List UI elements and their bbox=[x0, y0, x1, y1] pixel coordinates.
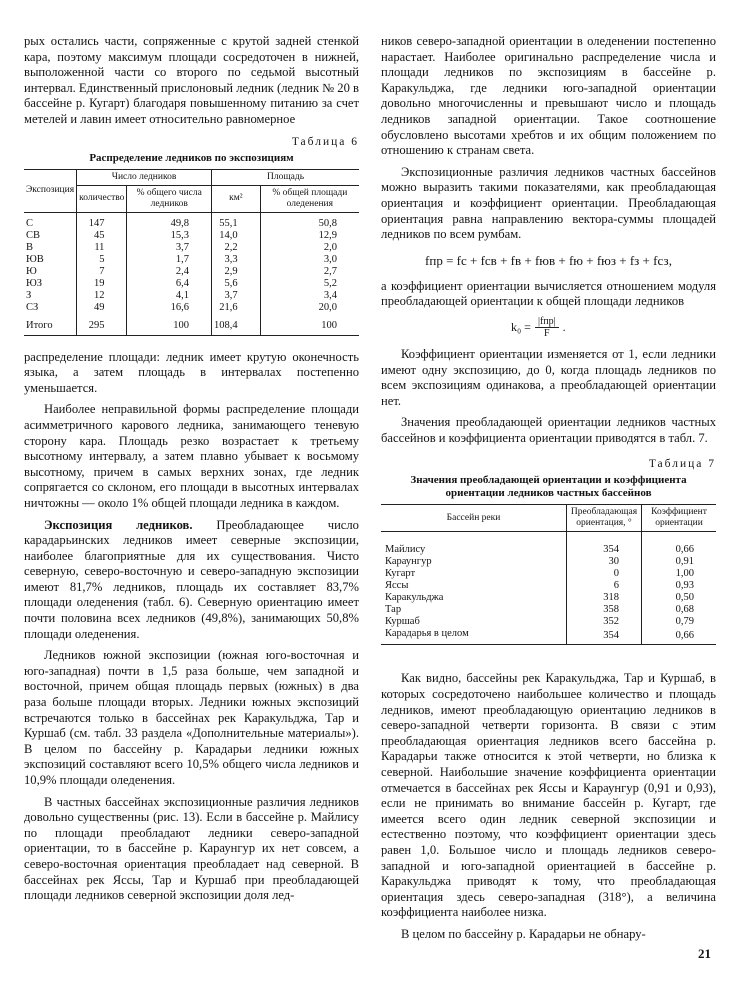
table6-header-pct-area: % общей площади оледенения bbox=[260, 185, 359, 212]
exposition-text: Преобладающее число карадарьинских ледников имеет северные экспозиции, наиболее благоприятные для их существования. Чисто северную, северо-восточную и северо-западную экспозиции имеют 81,7% ледников, площадь их составляет 83,7% площади оледенения (табл. 6). Северную ориентацию имеет почти половина всех ледников (49,8%), занимающих 50,8% площади оледенения. bbox=[24, 517, 359, 641]
table7 bbox=[381, 504, 716, 645]
table-row bbox=[24, 254, 359, 266]
cell: 30 bbox=[567, 556, 642, 568]
cell: 108,4 bbox=[212, 314, 261, 336]
cell: 358 bbox=[567, 604, 642, 616]
coefficient-formula bbox=[511, 316, 716, 339]
cell: Майлису bbox=[385, 544, 426, 556]
table-row bbox=[24, 290, 359, 302]
cell: ЮВ bbox=[26, 253, 44, 265]
cell: Яссы bbox=[385, 580, 409, 592]
cell: В bbox=[26, 241, 34, 253]
cell: 2,2 bbox=[212, 242, 261, 254]
cell: 0 bbox=[567, 568, 642, 580]
cell: 147 bbox=[77, 212, 127, 230]
table-row bbox=[381, 580, 716, 592]
cell: 45 bbox=[77, 230, 127, 242]
cell: Итого bbox=[26, 319, 53, 331]
cell: 352 bbox=[567, 616, 642, 628]
cell: 2,4 bbox=[127, 266, 212, 278]
formula-end: . bbox=[562, 319, 566, 334]
table6-header-pct-count: % общего числа ледников bbox=[127, 185, 212, 212]
table6-header-area-group: Площадь bbox=[212, 169, 359, 185]
cell: Караунгур bbox=[385, 556, 432, 568]
cell: 16,6 bbox=[127, 302, 212, 314]
cell: 0,91 bbox=[642, 556, 717, 568]
table7-label: Таблица 7 bbox=[648, 458, 716, 471]
table6 bbox=[24, 169, 359, 336]
cell: 49,8 bbox=[127, 212, 212, 230]
cell: З bbox=[26, 289, 32, 301]
cell: 318 bbox=[567, 592, 642, 604]
cell: 1,7 bbox=[127, 254, 212, 266]
cell: 50,8 bbox=[260, 212, 359, 230]
cell: 49 bbox=[77, 302, 127, 314]
cell: 0,68 bbox=[642, 604, 717, 616]
table-row bbox=[24, 266, 359, 278]
cell: 3,3 bbox=[212, 254, 261, 266]
south-paragraph: Ледников южной экспозиции (южная юго-восточная и юго-западная) почти в 1,5 раза больше, чем западной и восточной, причем общая площадь первых (южных) в два раза больше площади вторых. Ледники южных экспозиций встречаются только в бассейнах рек Каракульджа, Тар и Куршаб (см. табл. 33 раздела «Дополнительные материалы»). В целом по бассейну р. Карадарьи ледники южных экспозиций составляют всего 10,5% общего числа ледников и 10,9% площади оледенения. bbox=[24, 648, 359, 787]
formula-denominator: F bbox=[544, 327, 550, 339]
cell: 12 bbox=[77, 290, 127, 302]
table-row bbox=[381, 604, 716, 616]
cell: 2,9 bbox=[212, 266, 261, 278]
formula-fraction bbox=[535, 316, 559, 339]
cell: 2,0 bbox=[260, 242, 359, 254]
cell: 55,1 bbox=[212, 212, 261, 230]
formula-numerator: |fпр| bbox=[535, 316, 559, 328]
cell: 2,7 bbox=[260, 266, 359, 278]
last-paragraph: В целом по бассейну р. Карадарьи не обнару- bbox=[401, 926, 646, 941]
table6-header-qty: количество bbox=[77, 185, 127, 212]
exposition-heading: Экспозиция ледников. bbox=[44, 517, 193, 532]
cell: 5 bbox=[77, 254, 127, 266]
basins-paragraph: В частных бассейнах экспозиционные различия ледников довольно существенны (рис. 13). Если в бассейне р. Майлису по площади преобладают ледники северо-западной ориентации, то в бассейне р. Караунгур их нет совсем, а северо-восточная ориентация преобладает над северной. В бассейнах рек Яссы, Тар и Куршаб при преобладающей площади ледников северной экспозиции доля лед- bbox=[24, 794, 359, 903]
table6-label: Таблица 6 bbox=[291, 135, 359, 148]
cell: 1,00 bbox=[642, 568, 717, 580]
cell: 295 bbox=[77, 314, 127, 336]
table-row bbox=[381, 616, 716, 628]
cell: 100 bbox=[127, 314, 212, 336]
table-row bbox=[381, 568, 716, 580]
cell: Карадарья в целом bbox=[385, 628, 469, 640]
formula-lhs: k₀ = bbox=[511, 319, 531, 334]
table6-title: Распределение ледников по экспозициям bbox=[89, 151, 294, 164]
cell: 3,4 bbox=[260, 290, 359, 302]
table-row bbox=[24, 212, 359, 230]
cell: СВ bbox=[26, 229, 41, 241]
table-total-row bbox=[24, 314, 359, 336]
table7-header-orientation: Преобладающая ориентация, ° bbox=[567, 505, 642, 532]
values-paragraph: Значения преобладающей ориентации ледников частных бассейнов и коэффициента ориентации приводятся в табл. 7. bbox=[381, 415, 716, 445]
coefficient-paragraph: а коэффициент ориентации вычисляется отношением модуля преобладающей ориентации к общей площади ледников bbox=[381, 278, 716, 309]
right-column bbox=[381, 34, 716, 943]
cell: 20,0 bbox=[260, 302, 359, 314]
table-row bbox=[24, 230, 359, 242]
cell: 0,66 bbox=[642, 628, 717, 645]
table6-header-expo: Экспозиция bbox=[24, 169, 77, 212]
exposition-paragraph bbox=[24, 518, 359, 643]
table-row bbox=[24, 302, 359, 314]
cell: С bbox=[26, 217, 34, 229]
cell: 4,1 bbox=[127, 290, 212, 302]
cell: 19 bbox=[77, 278, 127, 290]
cell: 5,6 bbox=[212, 278, 261, 290]
cell: 11 bbox=[77, 242, 127, 254]
intro-paragraph: рых остались части, сопряженные с крутой задней стенкой кара, поэтому максимум площади сосредоточен в нижней, выположенной части со второго по седьмой высотный интервал. Единственный прислоновый ледник (ледник № 20 в бассейне р. Кугарт) благодаря повышенному питанию за счет метелей и лавин имеет относительно равномерное bbox=[24, 34, 359, 126]
cell: 0,79 bbox=[642, 616, 717, 628]
cell: 6 bbox=[567, 580, 642, 592]
table-row bbox=[24, 278, 359, 290]
table-row bbox=[381, 532, 716, 557]
differences-paragraph: Экспозиционные различия ледников частных бассейнов можно выразить такими показателями, как преобладающая ориентация и коэффициент ориентации. Преобладающая ориентация равна направлению вектора-суммы площадей ледников по всем румбам. bbox=[381, 164, 716, 242]
cell: Куршаб bbox=[385, 616, 420, 628]
cell: 15,3 bbox=[127, 230, 212, 242]
cell: СЗ bbox=[26, 301, 39, 313]
cell: 5,2 bbox=[260, 278, 359, 290]
cell: Тар bbox=[385, 604, 402, 616]
table-row bbox=[381, 592, 716, 604]
range-paragraph: Коэффициент ориентации изменяется от 1, если ледники имеют одну экспозицию, до 0, когда площадь ледников по всем экспозициям одинакова, а преобладающей ориентации нет. bbox=[381, 346, 716, 408]
table-row bbox=[24, 242, 359, 254]
table6-header-count-group: Число ледников bbox=[77, 169, 212, 185]
cell: 0,93 bbox=[642, 580, 717, 592]
cell: 3,7 bbox=[212, 290, 261, 302]
cell: 12,9 bbox=[260, 230, 359, 242]
cell: 6,4 bbox=[127, 278, 212, 290]
table7-header-basin: Бассейн реки bbox=[381, 505, 567, 532]
vector-sum-formula: fпр = fс + fсв + fв + fюв + fю + fюз + fз + fсз, bbox=[425, 252, 672, 268]
table-row bbox=[381, 628, 716, 645]
after-table-paragraph: распределение площади: ледник имеет крутую оконечность языка, а затем площадь в интервалах постепенно уменьшается. bbox=[24, 349, 359, 395]
left-column bbox=[24, 34, 359, 904]
cell: 354 bbox=[567, 628, 642, 645]
cell: 0,66 bbox=[642, 532, 717, 557]
cell: 7 bbox=[77, 266, 127, 278]
cell: 0,50 bbox=[642, 592, 717, 604]
table7-title: Значения преобладающей ориентации и коэффициента ориентации ледников частных бассейнов bbox=[410, 474, 687, 500]
cell: 3,0 bbox=[260, 254, 359, 266]
cell: 354 bbox=[567, 532, 642, 557]
table7-header-coefficient: Коэффициент ориентации bbox=[642, 505, 717, 532]
asymmetric-paragraph: Наиболее неправильной формы распределение площади асимметричного карового ледника, занимающего теневую сторону кара. Площадь резко возрастает к третьему высотному интервалу, а затем плавно убывает к восьмому высотному, причем в самых верхних зонах, где ледник сопрягается со склоном, его площади в высотных интервалах ничтожны — около 1% общей площади ледника в каждом. bbox=[24, 402, 359, 510]
cell: Ю bbox=[26, 265, 37, 277]
cell: 100 bbox=[260, 314, 359, 336]
cell: Каракульджа bbox=[385, 592, 444, 604]
as-seen-paragraph: Как видно, бассейны рек Каракульджа, Тар и Куршаб, в которых сосредоточено наибольшее количество и площадь ледников, имеют преобладающую ориентацию ледников в северо-западной четверти горизонта. В связи с этим преобладающая ориентация ледников всего бассейна р. Карадарьи также относится к этой четверти, но близка к северной. Наибольшие значение коэффициента ориентации отмечается в бассейнах рек Яссы и Караунгур (0,91 и 0,93), если не принимать во внимание бассейн р. Кугарт, где имеется всего один ледник северной экспозиции и естественно поэтому, что коэффициент ориентации здесь равен 1,0. Большое число и площадь ледников северо-западной и юго-западной ориентацией в бассейне р. Каракульджа приводят к тому, что преобладающая ориентация здесь северо-западная (318°), а величина коэффициента наиболее низка. bbox=[381, 671, 716, 920]
cell: 14,0 bbox=[212, 230, 261, 242]
table6-header-km: км² bbox=[212, 185, 261, 212]
cell: 3,7 bbox=[127, 242, 212, 254]
continuation-paragraph: ников северо-западной ориентации в оледенении постепенно нарастает. Наиболее оригинально распределение числа и площади ледников по экспозициям в бассейне р. Каракульджа, где ледники юго-западной ориентации довольно многочисленны и превышают число и площадь ледников западной ориентации. Такое соотношение обусловлено высотами хребтов и их общим положением по отношению к странам света. bbox=[381, 34, 716, 158]
table-row bbox=[381, 556, 716, 568]
cell: 21,6 bbox=[212, 302, 261, 314]
page-number: 21 bbox=[698, 946, 711, 961]
cell: Кугарт bbox=[385, 568, 416, 580]
cell: ЮЗ bbox=[26, 277, 43, 289]
